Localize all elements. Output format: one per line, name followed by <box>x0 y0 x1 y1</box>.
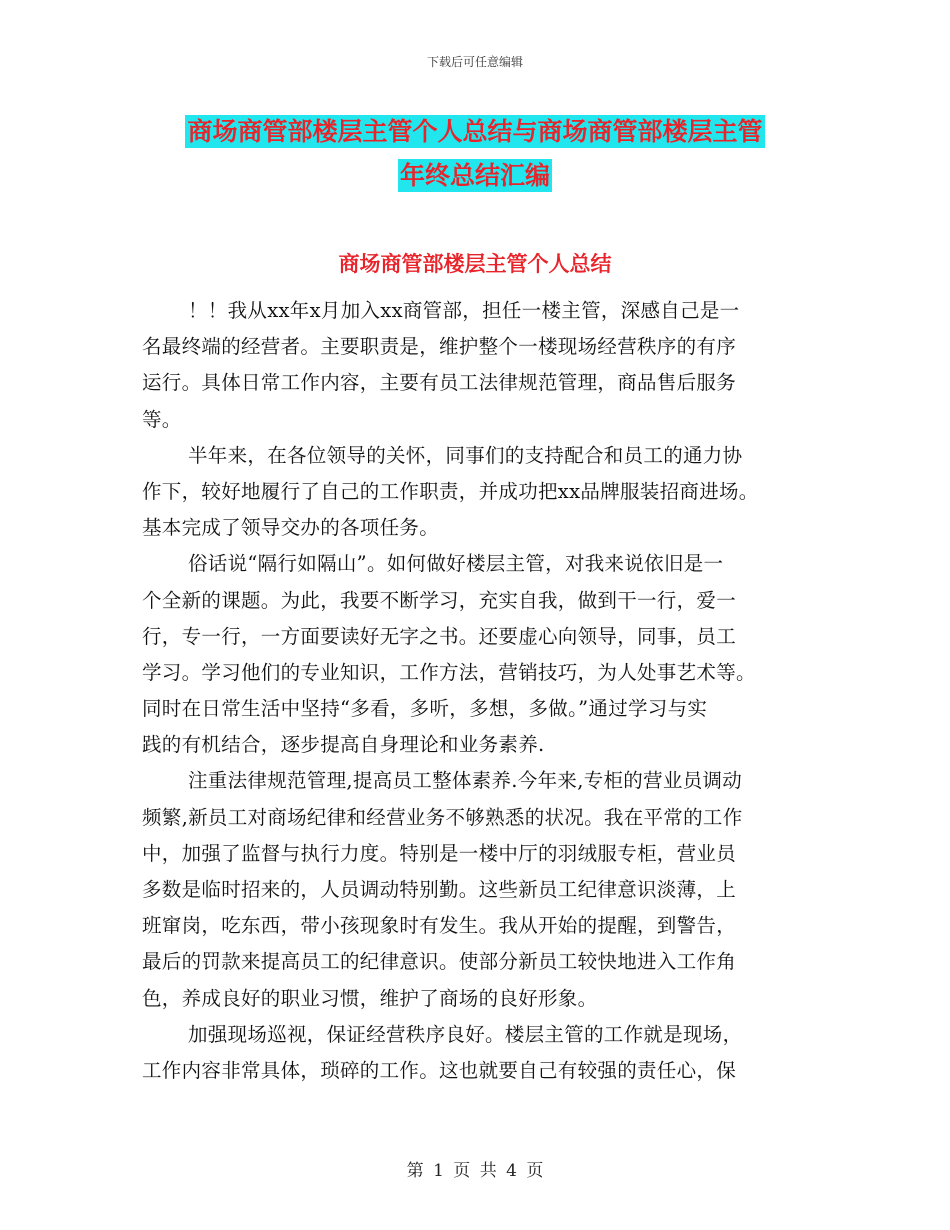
paragraph-line: 色，养成良好的职业习惯，维护了商场的良好形象。 <box>142 986 598 1010</box>
paragraph-line: 学习。学习他们的专业知识，工作方法，营销技巧，为人处事艺术等。 <box>142 660 756 684</box>
paragraph-line: 加强现场巡视，保证经营秩序良好。楼层主管的工作就是现场， <box>188 1022 743 1046</box>
paragraph-line: 注重法律规范管理,提高员工整体素养.今年来,专柜的营业员调动 <box>188 769 743 793</box>
paragraph-line: 半年来，在各位领导的关怀，同事们的支持配合和员工的通力协 <box>188 443 743 467</box>
page-footer: 第 1 页 共 4 页 <box>406 1161 544 1181</box>
paragraph-line: 个全新的课题。为此，我要不断学习，充实自我，做到干一行，爱一 <box>142 588 737 612</box>
paragraph-line: 运行。具体日常工作内容，主要有员工法律规范管理，商品售后服务 <box>142 371 737 395</box>
paragraph-line: 多数是临时招来的，人员调动特别勤。这些新员工纪律意识淡薄，上 <box>142 878 737 901</box>
paragraph-line: 名最终端的经营者。主要职责是，维护整个一楼现场经营秩序的有序 <box>142 335 737 359</box>
document-title-line-2: 年终总结汇编 <box>399 161 550 190</box>
paragraph-line: 同时在日常生活中坚持“多看，多听，多想，多做。”通过学习与实 <box>142 697 708 721</box>
section-title: 商场商管部楼层主管个人总结 <box>338 252 612 276</box>
paragraph-line: 频繁,新员工对商场纪律和经营业务不够熟悉的状况。我在平常的工作 <box>142 805 743 829</box>
paragraph-line: 行，专一行，一方面要读好无字之书。还要虚心向领导，同事，员工 <box>142 624 737 648</box>
paragraph-line: 中，加强了监督与执行力度。特别是一楼中厅的羽绒服专柜，营业员 <box>142 841 737 865</box>
paragraph-line: 工作内容非常具体，琐碎的工作。这也就要自己有较强的责任心，保 <box>142 1058 737 1082</box>
paragraph-line: 班窜岗，吃东西，带小孩现象时有发生。我从开始的提醒，到警告， <box>142 914 737 938</box>
paragraph-line: 践的有机结合，逐步提高自身理论和业务素养. <box>142 733 545 757</box>
document-title-line-1: 商场商管部楼层主管个人总结与商场商管部楼层主管 <box>187 117 763 146</box>
paragraph-line: 作下，较好地履行了自己的工作职责，并成功把xx品牌服装招商进场。 <box>142 479 759 503</box>
paragraph-line: 基本完成了领导交办的各项任务。 <box>142 516 440 540</box>
paragraph-line: 等。 <box>142 407 182 431</box>
paragraph-line: 最后的罚款来提高员工的纪律意识。使部分新员工较快地进入工作角 <box>142 950 737 974</box>
document-title <box>0 110 950 198</box>
paragraph-line: ！！我从xx年x月加入xx商管部，担任一楼主管，深感自己是一 <box>188 299 740 322</box>
header-note: 下载后可任意编辑 <box>426 55 523 69</box>
body-text <box>142 293 812 1089</box>
paragraph-line: 俗话说“隔行如隔山”。如何做好楼层主管，对我来说依旧是一 <box>188 552 724 576</box>
